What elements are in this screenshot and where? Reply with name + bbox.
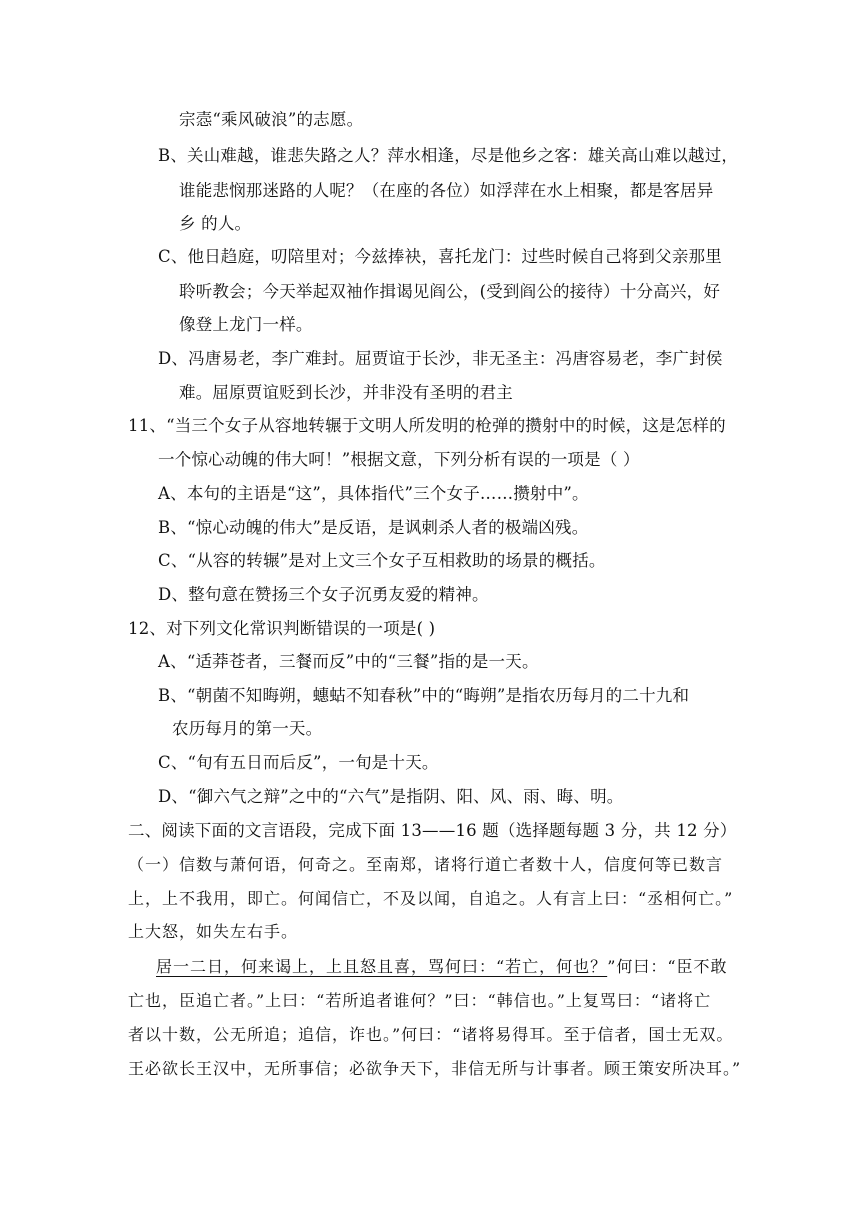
section-heading: 二、阅读下面的文言语段，完成下面 13——16 题（选择题每题 3 分，共 12 分） <box>128 821 737 840</box>
text-line: 一个惊心动魄的伟大呵！”根据文意，下列分析有误的一项是（ ） <box>158 450 640 469</box>
text-line: 谁能悲悯那迷路的人呢？（在座的各位）如浮萍在水上相聚，都是客居异 <box>179 181 714 200</box>
passage-underlined-sentence <box>156 956 728 978</box>
option-a-line: A、本句的主语是“这”，具体指代”三个女子……攒射中”。 <box>158 484 589 503</box>
text-line: 难。屈原贾谊贬到长沙，并非没有圣明的君主 <box>179 383 513 402</box>
option-d-line: D、整句意在赞扬三个女子沉勇友爱的精神。 <box>158 585 489 604</box>
text-line: 乡 的人。 <box>179 214 252 233</box>
text-line: 宗悫“乘风破浪”的志愿。 <box>179 110 364 129</box>
passage-line: （一）信数与萧何语，何奇之。至南郑，诸将行道亡者数十人，信度何等已数言 <box>128 855 724 874</box>
passage-text: ”何曰：“臣不敢 <box>607 957 728 976</box>
option-d-line: D、“御六气之辩”之中的“六气”是指阴、阳、风、雨、晦、明。 <box>158 787 624 806</box>
text-line: 聆听教会；今天举起双袖作揖谒见阎公，(受到阎公的接待）十分高兴，好 <box>179 282 721 301</box>
passage-line: 者以十数，公无所追；追信，诈也。”何曰：“诸将易得耳。至于信者，国士无双。 <box>128 1025 734 1044</box>
option-b-line: B、“朝菌不知晦朔，蟪蛄不知春秋”中的“晦朔”是指农历每月的二十九和 <box>158 686 690 705</box>
text-line: 像登上龙门一样。 <box>179 315 313 334</box>
passage-line: 上，上不我用，即亡。何闻信亡，不及以闻，自追之。人有言上曰：“丞相何亡。” <box>128 889 734 908</box>
option-c-line: C、“从容的转辗”是对上文三个女子互相救助的场景的概括。 <box>158 551 606 570</box>
option-a-line: A、“适莽苍者，三餐而反”中的“三餐”指的是一天。 <box>158 652 539 671</box>
passage-line: 亡也，臣追亡者。”上曰：“若所追者谁何？”曰：“韩信也。”上复骂曰：“诸将亡 <box>128 991 712 1010</box>
underlined-text: 居一二日，何来谒上，上且怒且喜，骂何曰：“若亡，何也？ <box>156 957 608 976</box>
option-d-line: D、冯唐易老，李广难封。屈贾谊于长沙，非无圣主：冯唐容易老，李广封侯 <box>158 349 723 368</box>
passage-line: 王必欲长王汉中，无所事信；必欲争天下，非信无所与计事者。顾王策安所决耳。” <box>128 1059 742 1078</box>
option-c-line: C、“旬有五日而后反”，一旬是十天。 <box>158 753 439 772</box>
option-b-line: B、“惊心动魄的伟大”是反语，是讽刺杀人者的极端凶残。 <box>158 518 589 537</box>
text-line: 农历每月的第一天。 <box>172 719 323 738</box>
passage-line: 上大怒，如失左右手。 <box>128 922 299 941</box>
question-11: 11、“当三个女子从容地转辗于文明人所发明的枪弹的攒射中的时候，这是怎样的 <box>128 416 726 435</box>
option-c-line: C、他日趋庭，叨陪里对；今兹捧袂，喜托龙门：过些时候自己将到父亲那里 <box>158 247 722 266</box>
option-b-line: B、关山难越，谁悲失路之人？萍水相逢，尽是他乡之客：雄关高山难以越过， <box>158 146 739 165</box>
question-12: 12、对下列文化常识判断错误的一项是( ) <box>128 619 436 638</box>
